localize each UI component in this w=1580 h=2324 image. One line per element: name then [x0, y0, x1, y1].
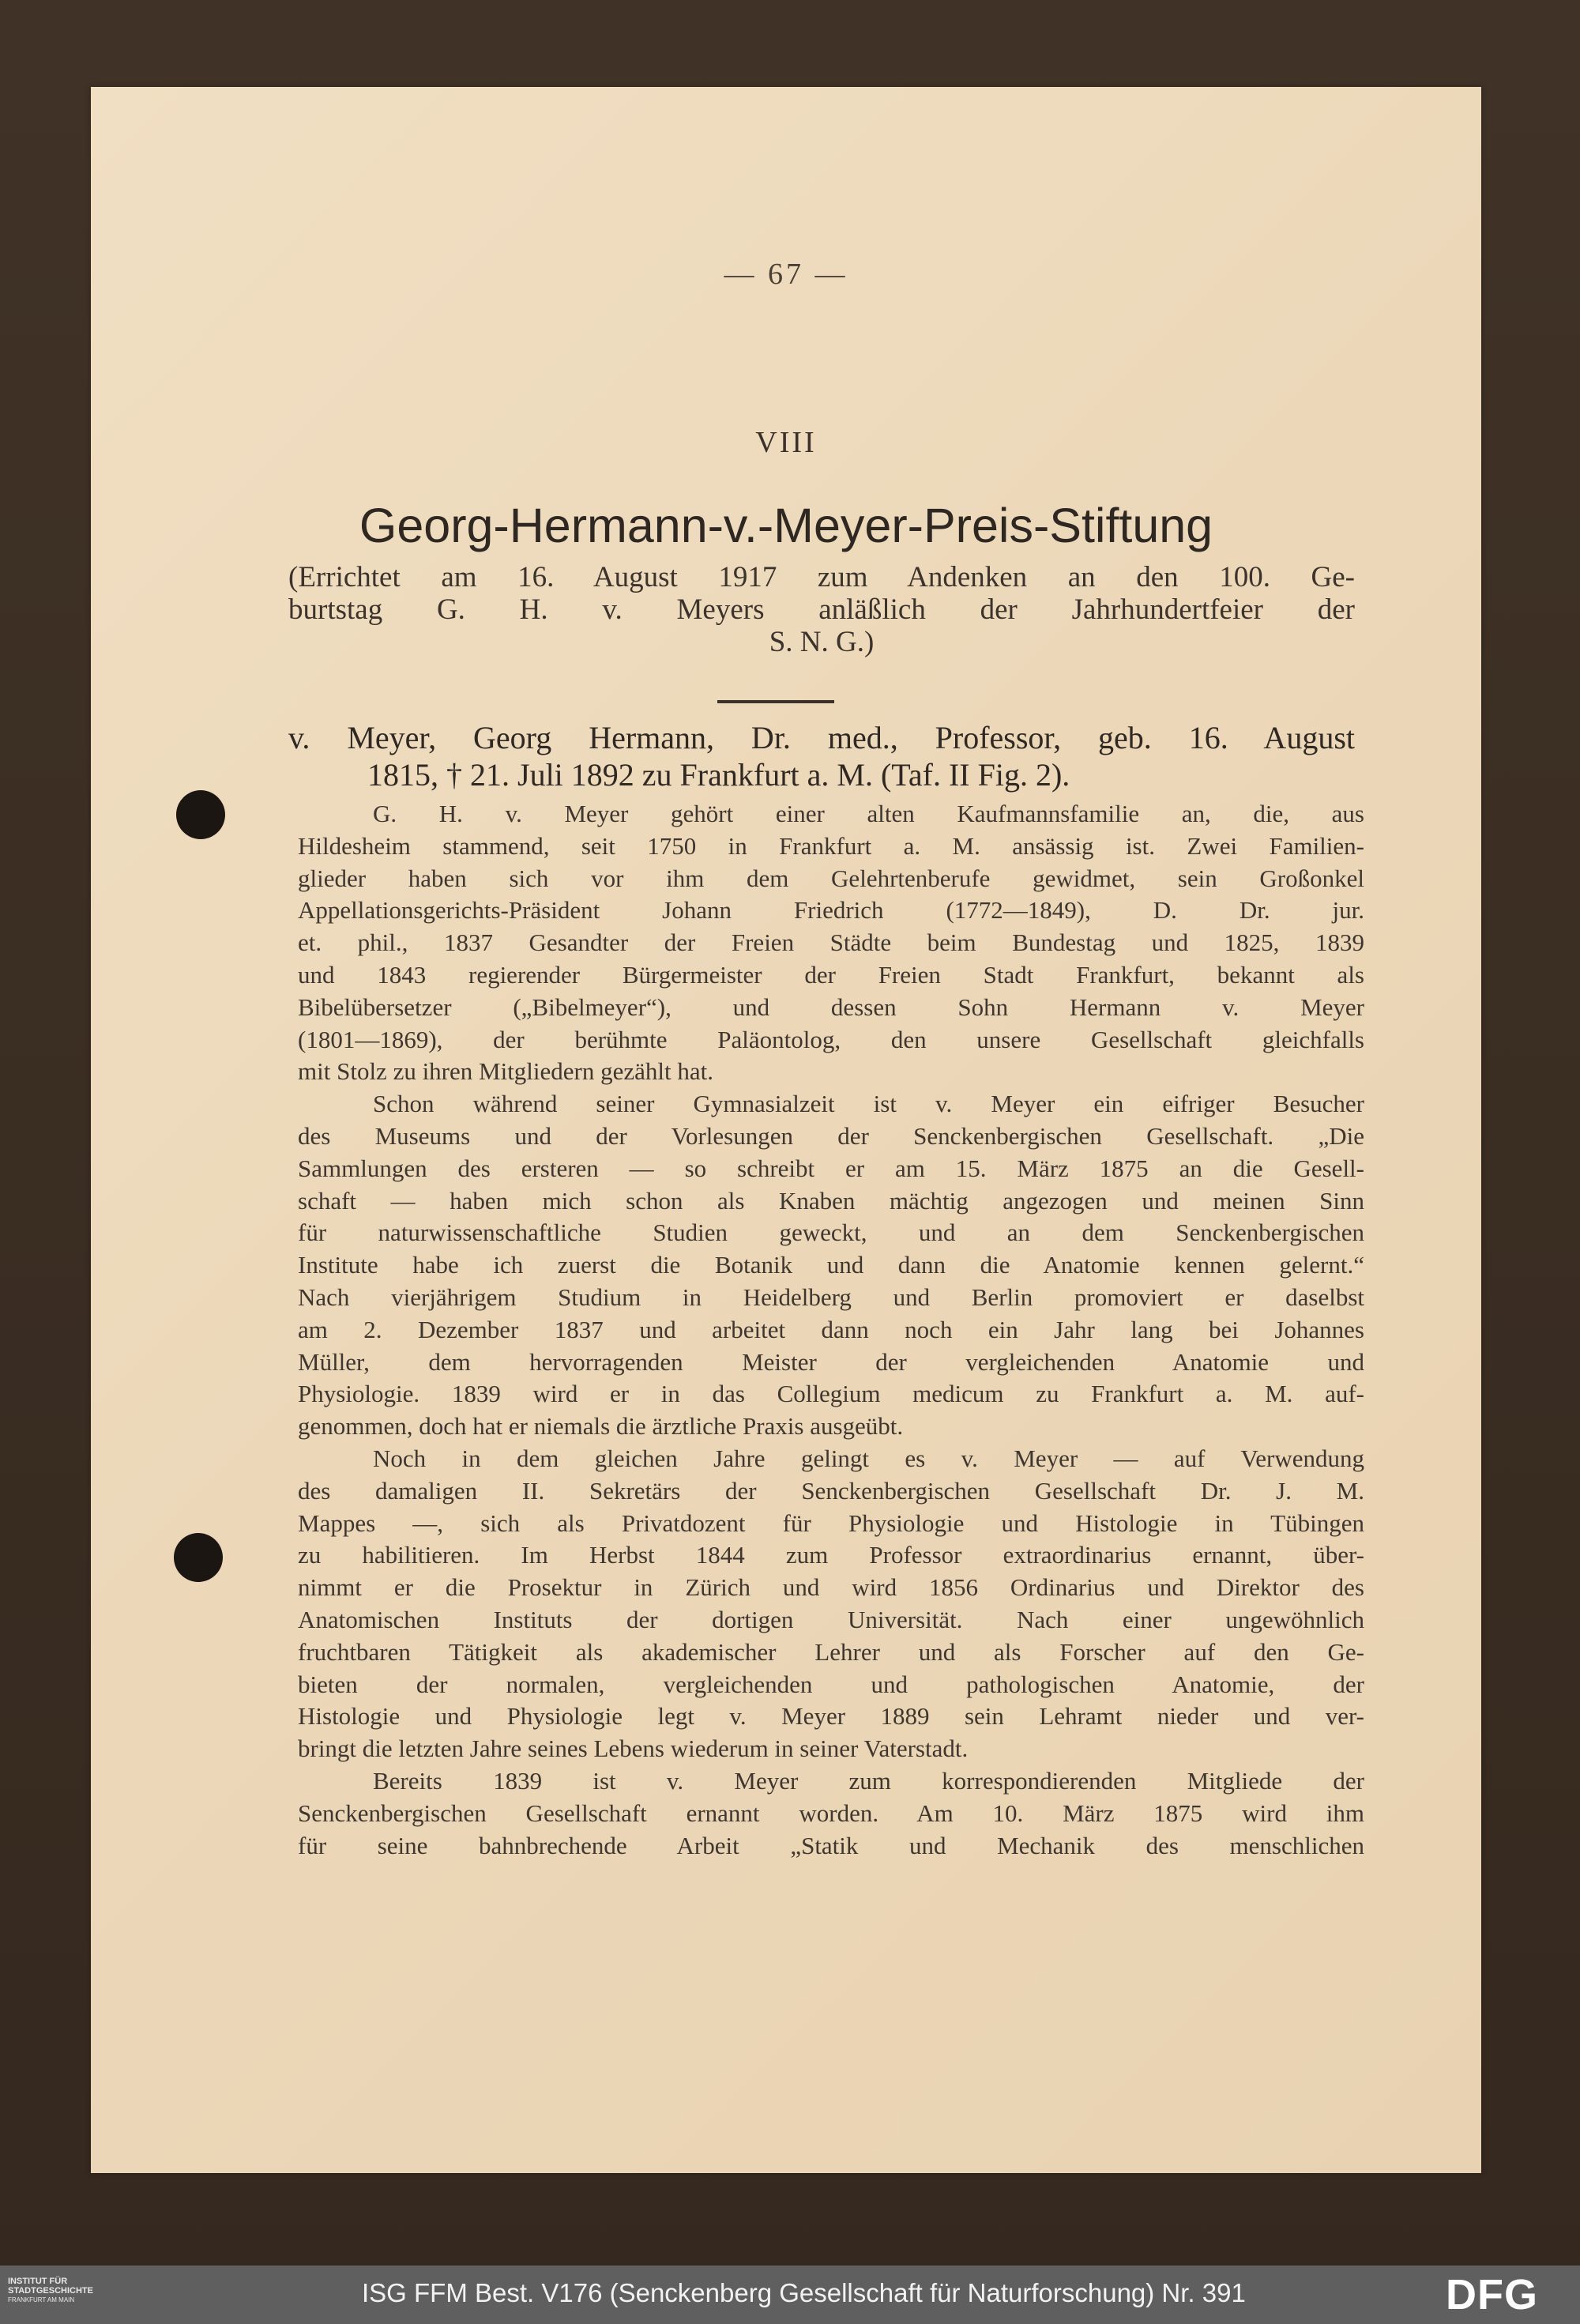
subtitle-line: burtstag G. H. v. Meyers anläßlich der Jahrhundertfeier der — [288, 593, 1355, 626]
archive-caption: ISG FFM Best. V176 (Senckenberg Gesellschaft für Naturforschung) Nr. 391 — [362, 2278, 1246, 2307]
entry-heading-line: 1815, † 21. Juli 1892 zu Frankfurt a. M. (Taf. II Fig. 2). — [367, 757, 1070, 793]
body-line: bieten der normalen, vergleichenden und pathologischen Anatomie, der — [298, 1670, 1364, 1698]
body-line: nimmt er die Prosektur in Zürich und wird 1856 Ordinarius und Direktor des — [298, 1573, 1364, 1602]
body-line: bringt die letzten Jahre seines Lebens wiederum in seiner Vaterstadt. — [298, 1735, 969, 1763]
body-line: Histologie und Physiologie legt v. Meyer 1889 sein Lehramt nieder und ver- — [298, 1702, 1364, 1731]
body-line: Institute habe ich zuerst die Botanik und dann die Anatomie kennen gelernt.“ — [298, 1251, 1364, 1279]
entry-heading — [288, 719, 1355, 793]
body-line: Appellationsgerichts-Präsident Johann Friedrich (1772—1849), D. Dr. jur. — [298, 896, 1364, 925]
body-line: des Museums und der Vorlesungen der Senckenbergischen Gesellschaft. „Die — [298, 1121, 1364, 1150]
body-line: mit Stolz zu ihren Mitgliedern gezählt hat. — [298, 1057, 714, 1086]
body-line: Hildesheim stammend, seit 1750 in Frankfurt a. M. ansässig ist. Zwei Familien- — [298, 831, 1364, 860]
institute-line: INSTITUT FÜR — [8, 2277, 68, 2286]
body-line: Noch in dem gleichen Jahre gelingt es v. Meyer — auf Verwendung — [373, 1444, 1364, 1472]
body-line: glieder haben sich vor ihm dem Gelehrtenberufe gewidmet, sein Großonkel — [298, 864, 1364, 892]
subtitle — [288, 561, 1355, 658]
entry-heading-line: v. Meyer, Georg Hermann, Dr. med., Professor, geb. 16. August — [288, 720, 1355, 755]
body-line: genommen, doch hat er niemals die ärztliche Praxis ausgeübt. — [298, 1412, 904, 1441]
body-line: G. H. v. Meyer gehört einer alten Kaufmannsfamilie an, die, aus — [373, 800, 1364, 827]
body-line: Mappes —, sich als Privatdozent für Physiologie und Histologie in Tübingen — [298, 1509, 1364, 1537]
body-line: Sammlungen des ersteren — so schreibt er am 15. März 1875 an die Gesell- — [298, 1154, 1364, 1182]
body-line: Müller, dem hervorragenden Meister der vergleichenden Anatomie und — [298, 1347, 1364, 1376]
body-line: Nach vierjährigem Studium in Heidelberg und Berlin promoviert er daselbst — [298, 1283, 1364, 1311]
dfg-logo: DFG — [1446, 2271, 1538, 2318]
punch-hole-top — [176, 790, 225, 839]
body-line: Bereits 1839 ist v. Meyer zum korrespondierenden Mitgliede der — [373, 1766, 1364, 1795]
body-line: und 1843 regierender Bürgermeister der Freien Stadt Frankfurt, bekannt als — [298, 960, 1364, 989]
body-line: et. phil., 1837 Gesandter der Freien Städte beim Bundestag und 1825, 1839 — [298, 928, 1364, 957]
title-divider — [717, 700, 834, 703]
page-number: — 67 — — [724, 258, 848, 291]
body-line: am 2. Dezember 1837 und arbeitet dann noch ein Jahr lang bei Johannes — [298, 1315, 1364, 1343]
body-line: zu habilitieren. Im Herbst 1844 zum Professor extraordinarius ernannt, über- — [298, 1541, 1364, 1569]
body-line: schaft — haben mich schon als Knaben mächtig angezogen und meinen Sinn — [298, 1186, 1364, 1215]
body-line: Anatomischen Instituts der dortigen Universität. Nach einer ungewöhnlich — [298, 1605, 1364, 1633]
body-line: des damaligen II. Sekretärs der Senckenbergischen Gesellschaft Dr. J. M. — [298, 1476, 1364, 1505]
body-line: Physiologie. 1839 wird er in das Collegium medicum zu Frankfurt a. M. auf- — [298, 1380, 1364, 1408]
institute-logo-text — [8, 2277, 166, 2304]
body-line: (1801—1869), der berühmte Paläontolog, den unsere Gesellschaft gleichfalls — [298, 1025, 1364, 1053]
document-page — [91, 87, 1481, 2173]
body-line: für seine bahnbrechende Arbeit „Statik und Mechanik des menschlichen — [298, 1831, 1364, 1859]
body-line: Senckenbergischen Gesellschaft ernannt worden. Am 10. März 1875 wird ihm — [298, 1799, 1364, 1827]
body-line: für naturwissenschaftliche Studien geweckt, und an dem Senckenbergischen — [298, 1218, 1364, 1247]
body-line: Schon während seiner Gymnasialzeit ist v. Meyer ein eifriger Besucher — [373, 1090, 1364, 1118]
page-title: Georg-Hermann-v.-Meyer-Preis-Stiftung — [359, 499, 1213, 552]
body-line: Bibelübersetzer („Bibelmeyer“), und dessen Sohn Hermann v. Meyer — [298, 993, 1364, 1021]
section-number: VIII — [755, 426, 817, 459]
archive-footer-bar — [0, 2266, 1580, 2324]
body-line: fruchtbaren Tätigkeit als akademischer Lehrer und als Forscher auf den Ge- — [298, 1637, 1364, 1666]
subtitle-line: (Errichtet am 16. August 1917 zum Andenken an den 100. Ge- — [288, 561, 1355, 593]
institute-line: STADTGESCHICHTE — [8, 2286, 93, 2296]
institute-line: FRANKFURT AM MAIN — [8, 2296, 75, 2303]
subtitle-line: S. N. G.) — [769, 626, 875, 658]
body-text — [298, 798, 1364, 1862]
punch-hole-bottom — [174, 1533, 223, 1582]
